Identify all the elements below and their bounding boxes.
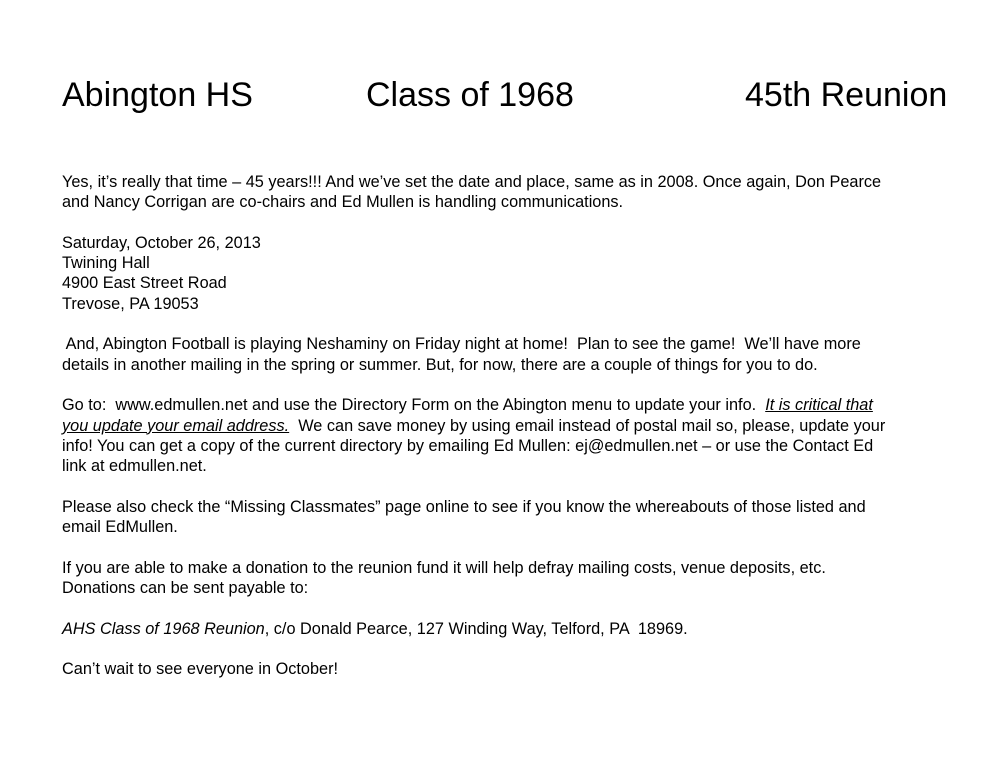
intro-paragraph [62,172,962,213]
critical-note: you update your email address. [62,416,290,435]
title-school: Abington HS [62,76,253,114]
letter-body [62,172,962,700]
closing-line: Can’t wait to see everyone in October! [62,660,339,679]
directory-text: We can save money by using email instead of postal mail so, please, update your [289,416,886,435]
payee-paragraph [62,619,962,639]
page-title [62,73,962,117]
directory-text: Go to: www.edmullen.net and use the Directory Form on the Abington menu to update your info. [62,396,766,415]
donation-line: If you are able to make a donation to the reunion fund it will help defray mailing costs, venue deposits, etc. [62,558,826,577]
football-line: details in another mailing in the spring or summer. But, for now, there are a couple of things for you to do. [62,355,818,374]
payee-name: AHS Class of 1968 Reunion [62,619,265,638]
event-street: 4900 East Street Road [62,274,227,293]
closing-paragraph [62,659,962,679]
payee-address: , c/o Donald Pearce, 127 Winding Way, Telford, PA 18969. [264,619,688,638]
directory-line [62,416,962,436]
missing-classmates-paragraph [62,497,962,538]
event-date: Saturday, October 26, 2013 [62,233,261,252]
missing-line: Please also check the “Missing Classmates” page online to see if you know the whereabouts of those listed and [62,497,866,516]
directory-line [62,395,962,415]
donation-line: Donations can be sent payable to: [62,578,309,597]
title-class: Class of 1968 [366,76,574,114]
title-reunion: 45th Reunion [745,76,948,114]
event-details [62,233,962,314]
event-city: Trevose, PA 19053 [62,294,199,313]
directory-line: info! You can get a copy of the current directory by emailing Ed Mullen: ej@edmullen.net – or use the Contact Ed [62,436,874,455]
critical-note: It is critical that [765,396,873,415]
directory-line: link at edmullen.net. [62,457,207,476]
directory-paragraph [62,395,962,476]
intro-line: Yes, it’s really that time – 45 years!!! And we’ve set the date and place, same as in 2008. Once again, Don Pearce [62,173,882,191]
event-venue: Twining Hall [62,254,150,273]
donation-paragraph [62,558,962,599]
missing-line: email EdMullen. [62,518,178,537]
payee-line [62,619,962,639]
football-line: And, Abington Football is playing Neshaminy on Friday night at home! Plan to see the game! We’ll have more [62,335,861,354]
intro-line: and Nancy Corrigan are co-chairs and Ed Mullen is handling communications. [62,193,624,212]
football-paragraph [62,334,962,375]
